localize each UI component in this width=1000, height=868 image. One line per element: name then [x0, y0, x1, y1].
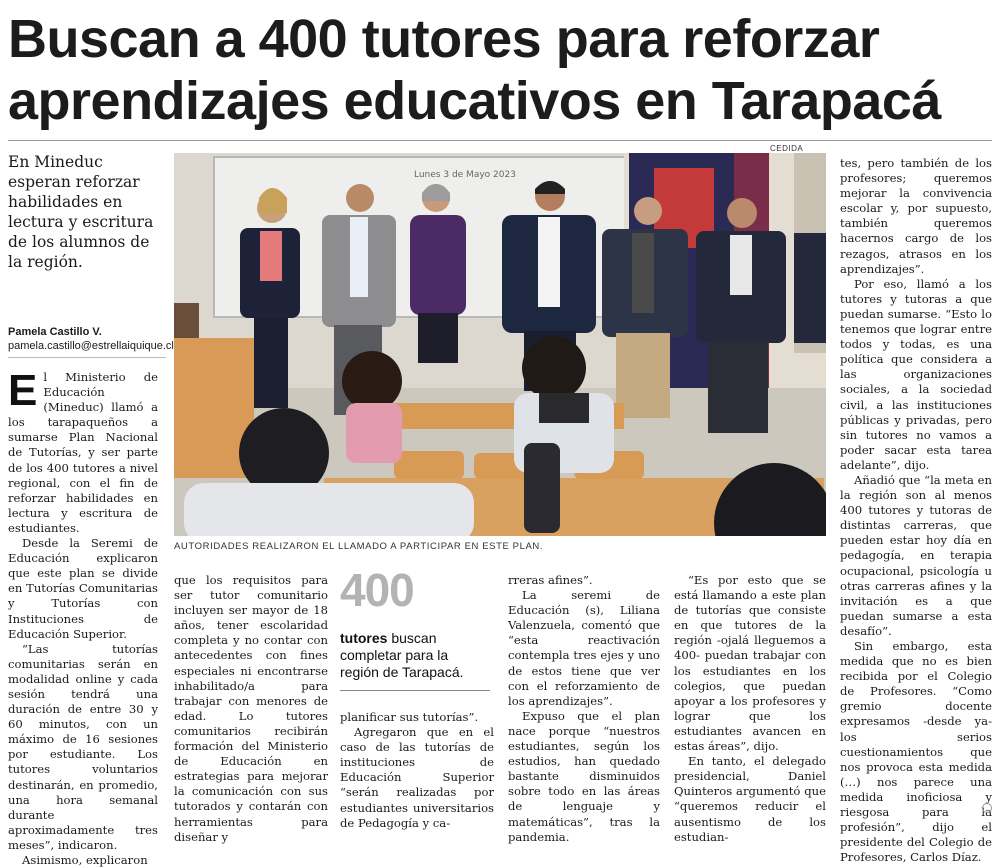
- column-3-paragraph-1: planificar sus tutorías”.: [340, 710, 479, 724]
- column-6-paragraph-3: Añadió que “la meta en la región son al menos 400 tutores y tutoras de distintas carreras, que pueden estar hoy día en pedagogía, en terapia ocupacional, psicología u otras carreras afines y la invitación es a que puedan sumarse a esta desafío”.: [840, 472, 992, 638]
- highlight-number: 400: [340, 564, 414, 616]
- article-column-6: [840, 156, 992, 865]
- article-column-1: [8, 366, 158, 868]
- column-1-paragraph-2: Desde la Seremi de Educación explicaron que este plan se divide en Tutorías Comunitarias y Tutorías con Instituciones de Educación Superior.: [8, 536, 158, 641]
- article-headline: [8, 8, 998, 132]
- highlight-text: [340, 630, 490, 681]
- column-1-paragraph-3: “Las tutorías comunitarias serán en modalidad online y cada sesión tendrá una duración de entre 30 y 60 minutos, con un máximo de 16 sesiones por estudiante. Los tutores voluntarios destinarán, en promedio, una hora semanal durante aproximadamente tres meses”, indicaron.: [8, 641, 158, 852]
- highlight-rule: [340, 690, 490, 691]
- column-4-paragraph-1: rreras afines”.: [508, 573, 593, 587]
- drop-cap: E: [8, 366, 38, 415]
- column-3-paragraph-2: Agregaron que en el caso de las tutorías de instituciones de Educación Superior “serán realizadas por estudiantes universitarios de Pedagogía y ca-: [340, 725, 494, 830]
- column-4-paragraph-2: La seremi de Educación (s), Liliana Valenzuela, comentó que “esta reactivación contempla tres ejes y uno de estos tiene que ver con el reforzamiento de los aprendizajes”.: [508, 588, 660, 708]
- highlight-rest: buscan completar para la región de Tarapacá.: [340, 630, 464, 680]
- column-4-paragraph-3: Expuso que el plan nace porque “nuestros estudiantes, según los estudios, han quedado bastante disminuidos sobre todo en las áreas de lenguaje y matemáticas”, tras la pandemia.: [508, 708, 660, 844]
- article-column-3: [340, 710, 494, 831]
- column-6-paragraph-2: Por eso, llamó a los tutores y tutoras a que puedan sumarse. “Esto lo tenemos que lograr entre todos y todas, es una política que considera a las organizaciones sociales, a la sociedad civil, a las instituciones públicas y privadas, pero sin tutores no vamos a poder sacar esta tarea adelante”, dijo.: [840, 276, 992, 472]
- author-name: Pamela Castillo V.: [8, 326, 102, 338]
- whiteboard-text: Lunes 3 de Mayo 2023: [414, 170, 516, 180]
- article-summary: En Mineduc esperan reforzar habilidades en lectura y escritura de los alumnos de la región.: [8, 153, 154, 271]
- column-6-paragraph-4: Sin embargo, esta medida que no es bien recibida por el Colegio de Profesores. “Como gremio docente expresamos -desde ya- los serios cuestionamientos que nos provoca esta medida (…) nos parece una medida inoficiosa y riesgosa para la profesión”, dijo el presidente del Colegio de Profesores, Carlos Díaz.: [840, 639, 992, 865]
- headline-rule: [8, 140, 992, 141]
- article-photo: [174, 153, 826, 536]
- column-5-paragraph-2: En tanto, el delegado presidencial, Daniel Quinteros argumentó que “queremos reducir el ausentismo de los estudian-: [674, 754, 826, 844]
- column-5-paragraph-1: “Es por esto que se está llamando a este plan de tutorías que consiste en que tutores de la región -ojalá lleguemos a 400- puedan trabajar con los estudiantes en los colegios, que puedan apoyar a los profesores y lograr que los estudiantes avancen en estas áreas”, dijo.: [674, 573, 826, 754]
- byline-rule: [8, 357, 166, 358]
- photo-caption: AUTORIDADES REALIZARON EL LLAMADO A PARTICIPAR EN ESTE PLAN.: [174, 541, 544, 552]
- classroom-scene-illustration: [174, 153, 826, 536]
- column-6-paragraph-1: tes, pero también de los profesores; queremos mejorar la convivencia escolar y, por supuesto, también queremos hacernos cargo de los rezagos, atrasos en los aprendizajes”.: [840, 156, 992, 276]
- headline-line-1: Buscan a 400 tutores para reforzar: [8, 9, 880, 69]
- settings-icon[interactable]: [982, 803, 992, 813]
- headline-line-2: aprendizajes educativos en Tarapacá: [8, 71, 941, 131]
- highlight-bold: tutores: [340, 630, 388, 646]
- byline: [8, 325, 174, 353]
- column-1-paragraph-1: El Ministerio de Educación (Mineduc) llamó a los tarapaqueños a sumarse Plan Nacional de Tutorías, y ser parte de los 400 tutores a nivel regional, con el fin de reforzar habilidades en lectura y escritura de estudiantes.: [8, 366, 158, 535]
- article-column-5: [674, 573, 826, 845]
- photo-credit: CEDIDA: [770, 144, 804, 153]
- column-1-paragraph-4: Asimismo, explicaron: [22, 853, 148, 867]
- article-column-4: [508, 573, 660, 845]
- article-column-2: [174, 573, 328, 845]
- author-email[interactable]: pamela.castillo@estrellaiquique.cl: [8, 340, 174, 352]
- column-2-paragraph-1: que los requisitos para ser tutor comunitario incluyen ser mayor de 18 años, tener escolaridad completa y no contar con antecedentes con fines especiales ni encontrarse inhabilitado/a para trabajar con menores de edad. Lo tutores comunitarios recibirán formación del Ministerio de Educación en estrategias para mejorar la comunicación con sus tutorados y contarán con herramientas para diseñar y: [174, 573, 328, 844]
